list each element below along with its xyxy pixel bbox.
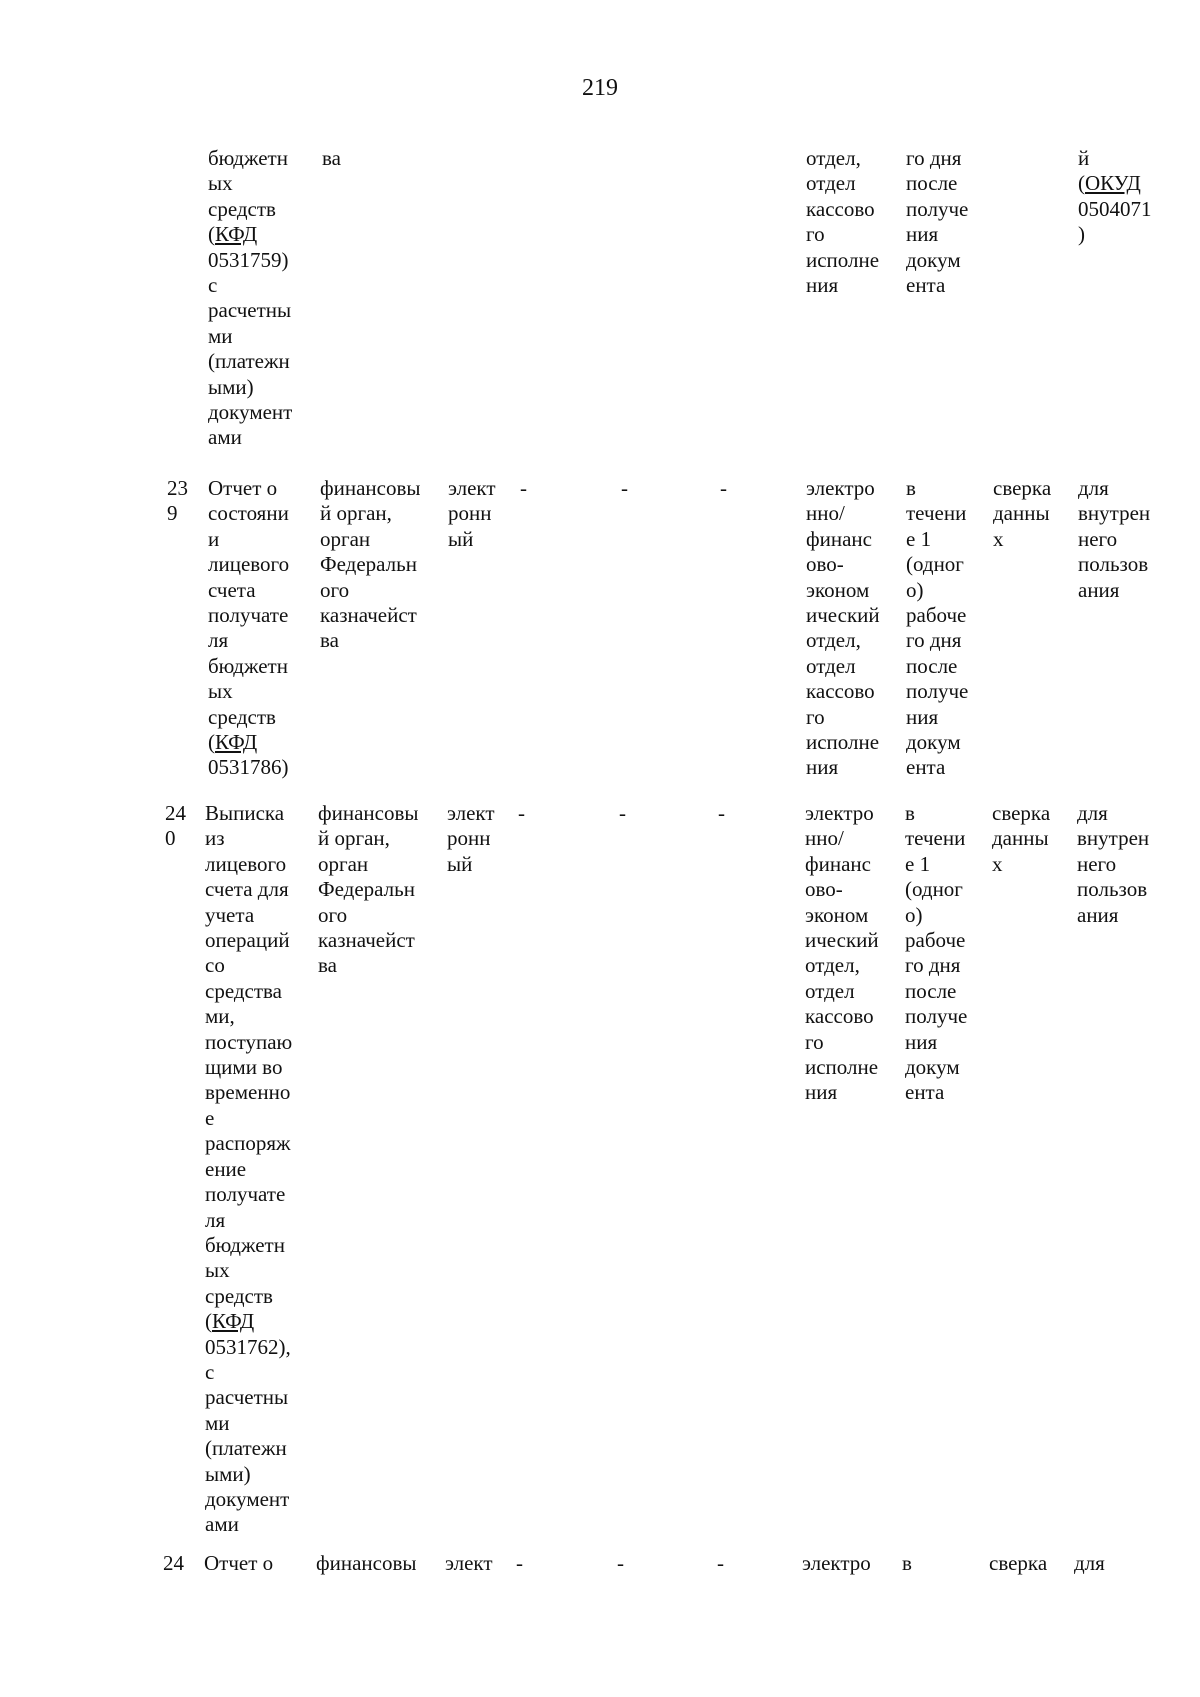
row-1-col6: -: [621, 476, 628, 500]
row-2-col5: -: [518, 801, 525, 825]
row-2-responsible: финансовы й орган, орган Федеральн ого казначейст ва: [318, 801, 419, 978]
row-3-purpose: для: [1074, 1551, 1105, 1575]
row-1-recipient: электро нно/ финанс ово- эконом ический отдел, отдел кассово го исполне ния: [806, 476, 880, 780]
row-3-col7: -: [717, 1551, 724, 1575]
page-number: 219: [582, 75, 618, 101]
row-3-col6: -: [617, 1551, 624, 1575]
row-2-action: сверка данны х: [992, 801, 1051, 876]
row-3-recipient: электро: [802, 1551, 871, 1575]
row-2-term: в течени е 1 (одног о) рабоче го дня после получе ния докум ента: [905, 801, 968, 1105]
row-2-name: Выписка из лицевого счета для учета операций со средства ми, поступаю щими во временно е распоряж ение получате ля бюджетн ых средств (КФД 0531762), с расчетны ми (платежн ыми) документ ами: [205, 801, 293, 1537]
row-0-term: го дня после получе ния докум ента: [906, 146, 969, 298]
row-0-recipient: отдел, отдел кассово го исполне ния: [806, 146, 880, 298]
row-3-number: 24: [163, 1551, 184, 1575]
row-2-recipient: электро нно/ финанс ово- эконом ический отдел, отдел кассово го исполне ния: [805, 801, 879, 1105]
row-1-col7: -: [720, 476, 727, 500]
row-3-name: Отчет о: [204, 1551, 274, 1575]
row-0-responsible: ва: [322, 146, 341, 170]
row-0-name: бюджетн ых средств (КФД 0531759) с расчетны ми (платежн ыми) документ ами: [208, 146, 293, 450]
row-1-col5: -: [520, 476, 527, 500]
row-1-action: сверка данны х: [993, 476, 1052, 551]
row-2-form: элект ронн ый: [447, 801, 495, 876]
row-1-responsible: финансовы й орган, орган Федеральн ого казначейст ва: [320, 476, 421, 653]
row-1-purpose: для внутрен него пользов ания: [1078, 476, 1151, 602]
row-3-term: в: [902, 1551, 912, 1575]
row-0-purpose: й (ОКУД 0504071 ): [1078, 146, 1152, 247]
row-3-responsible: финансовы: [316, 1551, 417, 1575]
row-3-col5: -: [516, 1551, 523, 1575]
row-2-col6: -: [619, 801, 626, 825]
row-1-form: элект ронн ый: [448, 476, 496, 551]
row-2-col7: -: [718, 801, 725, 825]
row-1-number: 23 9: [167, 476, 188, 526]
row-2-purpose: для внутрен него пользов ания: [1077, 801, 1150, 927]
row-1-term: в течени е 1 (одног о) рабоче го дня после получе ния докум ента: [906, 476, 969, 780]
row-3-form: элект: [445, 1551, 493, 1575]
row-1-name: Отчет о состояни и лицевого счета получате ля бюджетн ых средств (КФД 0531786): [208, 476, 290, 780]
row-3-action: сверка: [989, 1551, 1048, 1575]
row-2-number: 24 0: [165, 801, 186, 851]
